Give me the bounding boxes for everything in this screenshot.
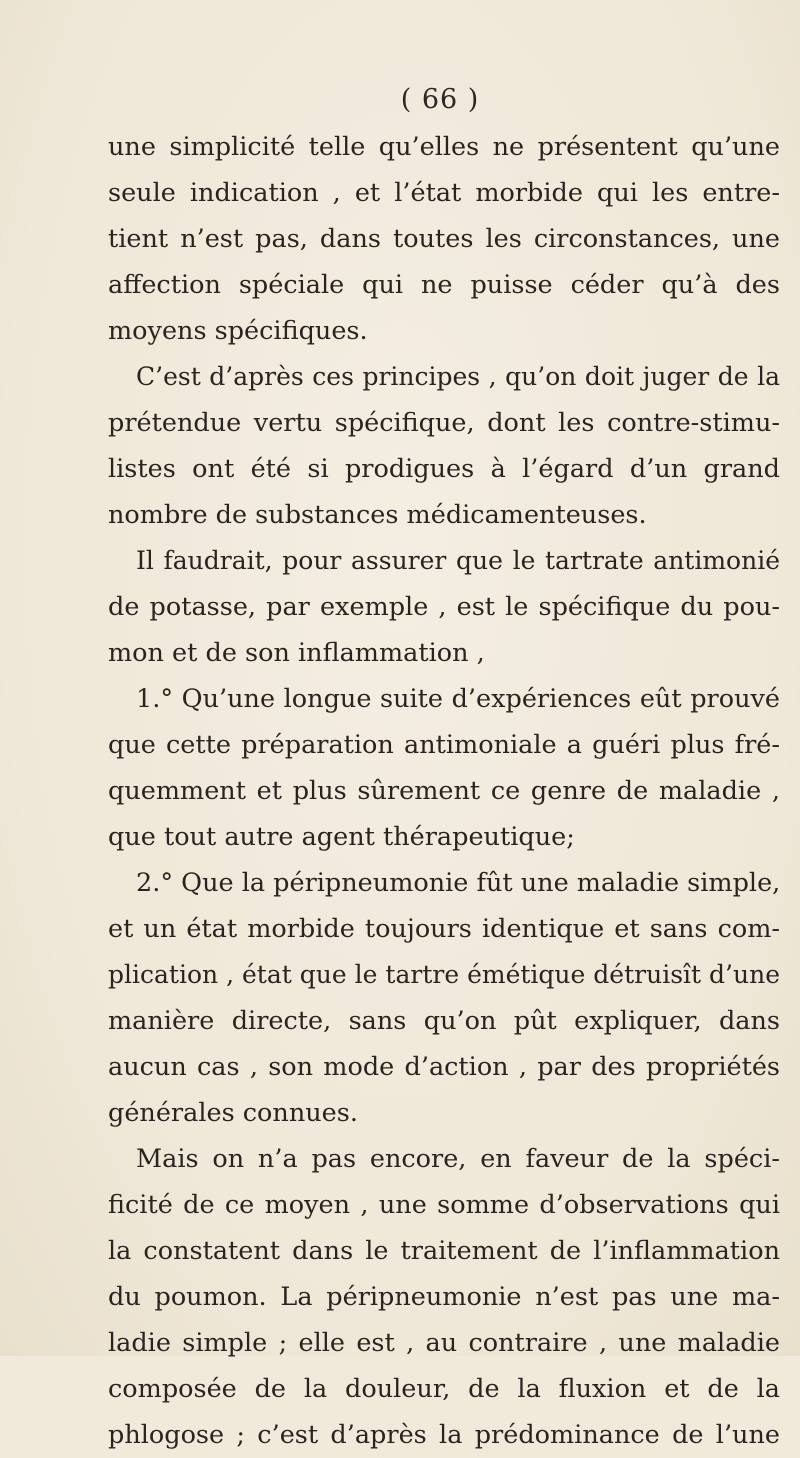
text-line: quemment et plus sûrement ce genre de maladie , [108,776,780,806]
text-line: ladie simple ; elle est , au contraire , une maladie [108,1328,780,1358]
text-line: phlogose ; c’est d’après la prédominance de l’une [108,1420,780,1450]
text-line: que cette préparation antimoniale a guéri plus fré- [108,730,780,760]
text-line: nombre de substances médicamenteuses. [108,500,647,530]
text-line: de potasse, par exemple , est le spécifique du pou- [108,592,780,622]
text-line: ficité de ce moyen , une somme d’observations qui [108,1190,780,1220]
text-line: manière directe, sans qu’on pût expliquer, dans [108,1006,780,1036]
text-line: composée de la douleur, de la fluxion et de la [108,1374,780,1404]
text-line: 1.° Qu’une longue suite d’expériences eût prouvé [136,684,780,714]
text-line: Il faudrait, pour assurer que le tartrate antimonié [136,546,780,575]
text-line: moyens spécifiques. [108,316,368,346]
text-line: seule indication , et l’état morbide qui les entre- [108,178,780,208]
text-line: aucun cas , son mode d’action , par des propriétés [108,1052,780,1082]
text-line: C’est d’après ces principes , qu’on doit juger de la [136,362,780,391]
text-line: la constatent dans le traitement de l’inflammation [108,1236,780,1266]
text-line: plication , état que le tartre émétique détruisît d’une [108,960,780,989]
text-line: une simplicité telle qu’elles ne présentent qu’une [108,132,780,162]
text-line: 2.° Que la péripneumonie fût une maladie simple, [136,868,781,898]
text-line: mon et de son inflammation , [108,638,485,668]
body-text [108,124,780,1458]
text-line: générales connues. [108,1098,358,1128]
text-line: affection spéciale qui ne puisse céder qu’à des [108,270,780,300]
text-line: prétendue vertu spécifique, dont les contre-stimu- [108,408,780,438]
text-line: listes ont été si prodigues à l’égard d’un grand [108,454,780,484]
text-line: que tout autre agent thérapeutique; [108,822,575,852]
text-line: Mais on n’a pas encore, en faveur de la spéci- [136,1144,780,1174]
text-line: tient n’est pas, dans toutes les circonstances, une [108,224,780,254]
text-line: du poumon. La péripneumonie n’est pas une ma- [108,1282,780,1312]
page-number: ( 66 ) [400,84,480,115]
text-line: et un état morbide toujours identique et sans com- [108,914,780,944]
